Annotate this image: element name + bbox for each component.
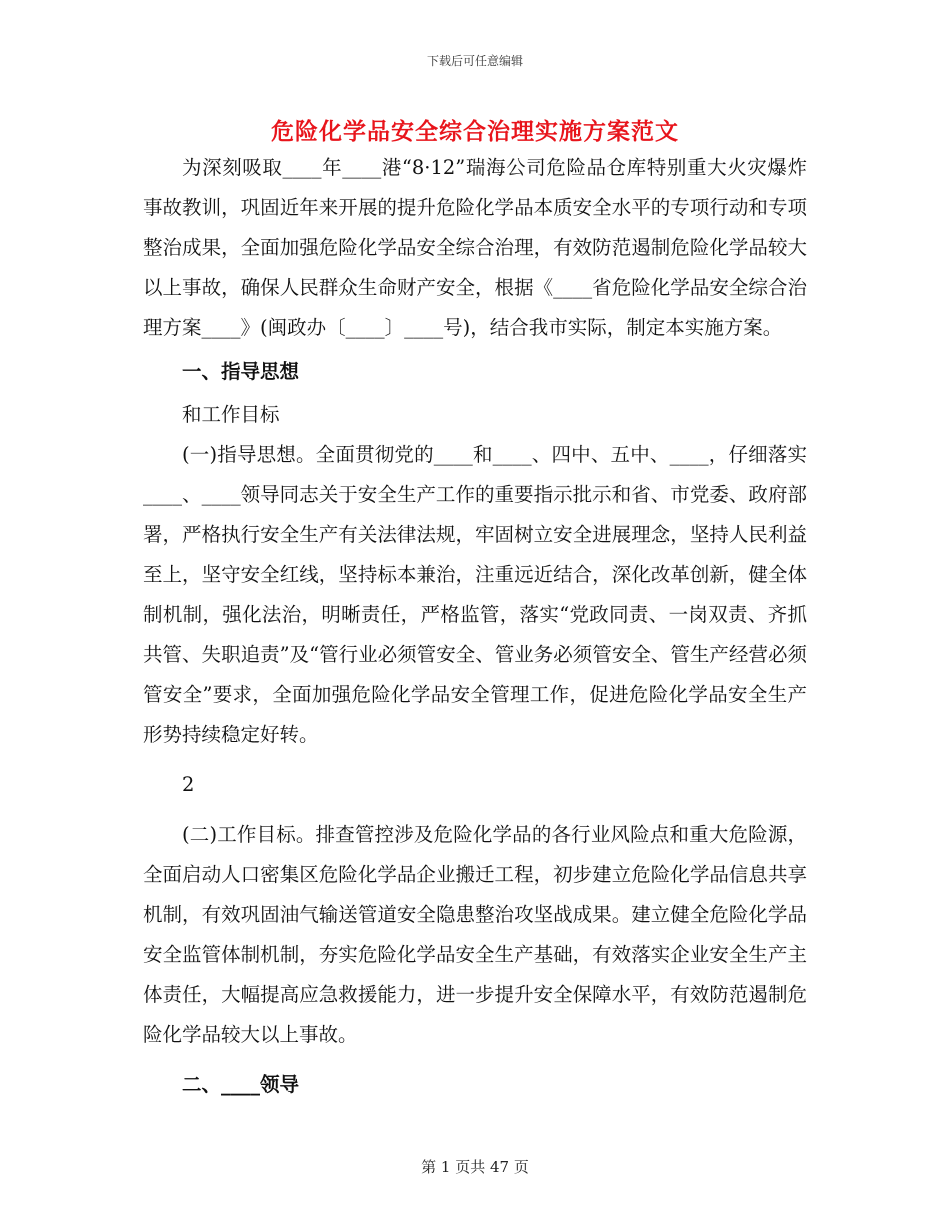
header-note: 下载后可任意编辑: [426, 54, 523, 68]
section1-subheading: 和工作目标: [182, 403, 280, 426]
document-body: [143, 148, 807, 1108]
document-title: 危险化学品安全综合治理实施方案范文: [271, 118, 679, 145]
guiding-ideology-paragraph: (一)指导思想。全面贯彻党的____和____、四中、五中、____，仔细落实____、____领导同志关于安全生产工作的重要指示批示和省、市党委、政府部署，严格执行安全生产有关法律法规，牢固树立安全进展理念，坚持人民利益至上，坚守安全红线，坚持标本兼治，注重远近结合，深化改革创新，健全体制机制，强化法治，明晰责任，严格监管，落实“党政同责、一岗双责、齐抓共管、失职追责”及“管行业必须管安全、管业务必须管安全、管生产经营必须管安全”要求，全面加强危险化学品安全管理工作，促进危险化学品安全生产形势持续稳定好转。: [143, 443, 807, 746]
page-footer: 第 1 页共 47 页: [421, 1158, 529, 1176]
section1-heading: 一、指导思想: [182, 360, 300, 383]
work-goals-paragraph: (二)工作目标。排查管控涉及危险化学品的各行业风险点和重大危险源，全面启动人口密集区危险化学品企业搬迁工程，初步建立危险化学品信息共享机制，有效巩固油气输送管道安全隐患整治攻坚战成果。建立健全危险化学品安全监管体制机制，夯实危险化学品安全生产基础，有效落实企业安全生产主体责任，大幅提高应急救援能力，进一步提升安全保障水平，有效防范遏制危险化学品较大以上事故。: [143, 823, 807, 1046]
section2-heading: 二、____领导: [182, 1073, 300, 1096]
inline-page-marker: 2: [182, 773, 195, 796]
intro-paragraph: 为深刻吸取____年____港“8·12”瑞海公司危险品仓库特别重大火灾爆炸事故教训，巩固近年来开展的提升危险化学品本质安全水平的专项行动和专项整治成果，全面加强危险化学品安全综合治理，有效防范遏制危险化学品较大以上事故，确保人民群众生命财产安全，根据《____省危险化学品安全综合治理方案____》(闽政办〔____〕____号)，结合我市实际，制定本实施方案。: [143, 156, 807, 339]
